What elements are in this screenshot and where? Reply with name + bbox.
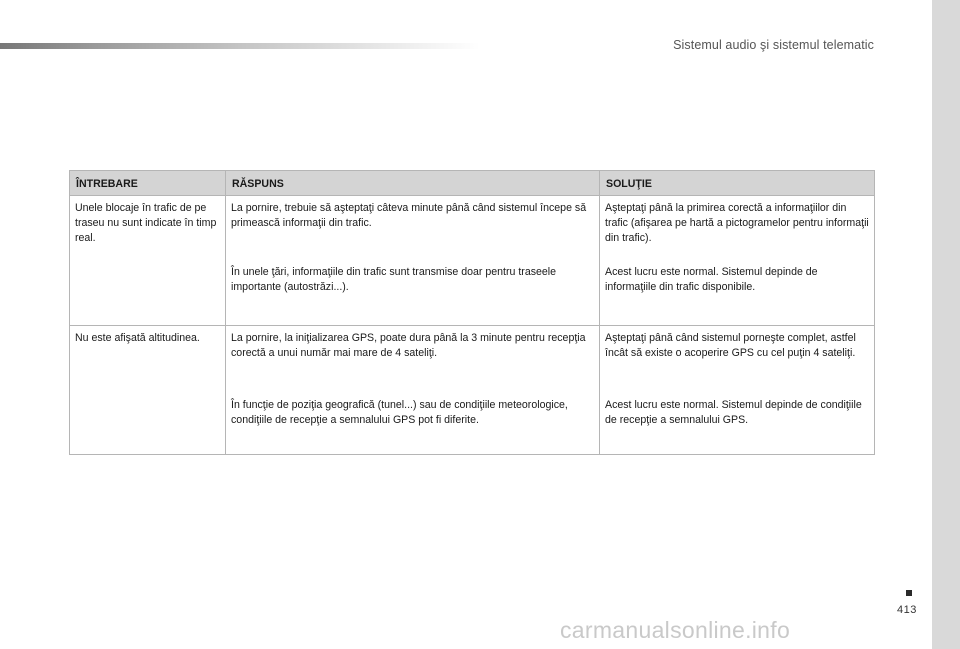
- answer-cell: În funcţie de poziţia geografică (tunel...) sau de condiţiile meteorologice, condiţiile de recepţie a semnalului GPS pot fi diferite.: [226, 393, 600, 455]
- table-row: [70, 326, 875, 394]
- table-header-row: [70, 171, 875, 196]
- column-header-answer: RĂSPUNS: [226, 171, 600, 196]
- page-side-band: [932, 0, 960, 649]
- answer-cell: În unele ţări, informaţiile din trafic sunt transmise doar pentru traseele importante (autostrăzi...).: [226, 260, 600, 326]
- page-number: 413: [897, 604, 917, 616]
- solution-cell: Acest lucru este normal. Sistemul depinde de condiţiile de recepţie a semnalului GPS.: [600, 393, 875, 455]
- header-gradient-bar: [0, 43, 480, 49]
- solution-cell: Aşteptaţi până când sistemul porneşte complet, astfel încât să existe o acoperire GPS cu cel puţin 4 sateliţi.: [600, 326, 875, 394]
- section-title: Sistemul audio şi sistemul telematic: [673, 38, 874, 52]
- watermark: carmanualsonline.info: [560, 617, 791, 643]
- column-header-solution: SOLUŢIE: [600, 171, 875, 196]
- solution-cell: Acest lucru este normal. Sistemul depinde de informaţiile din trafic disponibile.: [600, 260, 875, 326]
- solution-cell: Aşteptaţi până la primirea corectă a informaţiilor din trafic (afişarea pe hartă a pictogramelor pentru informaţii din trafic).: [600, 196, 875, 261]
- question-cell: Nu este afişată altitudinea.: [70, 326, 226, 455]
- question-cell: Unele blocaje în trafic de pe traseu nu sunt indicate în timp real.: [70, 196, 226, 326]
- column-header-question: ÎNTREBARE: [70, 171, 226, 196]
- table-row: [70, 196, 875, 261]
- answer-cell: La pornire, la iniţializarea GPS, poate dura până la 3 minute pentru recepţia corectă a unui număr mai mare de 4 sateliţi.: [226, 326, 600, 394]
- troubleshooting-table: [69, 170, 875, 455]
- answer-cell: La pornire, trebuie să aşteptaţi câteva minute până când sistemul începe să primească informaţii din trafic.: [226, 196, 600, 261]
- page-marker-square: [906, 590, 912, 596]
